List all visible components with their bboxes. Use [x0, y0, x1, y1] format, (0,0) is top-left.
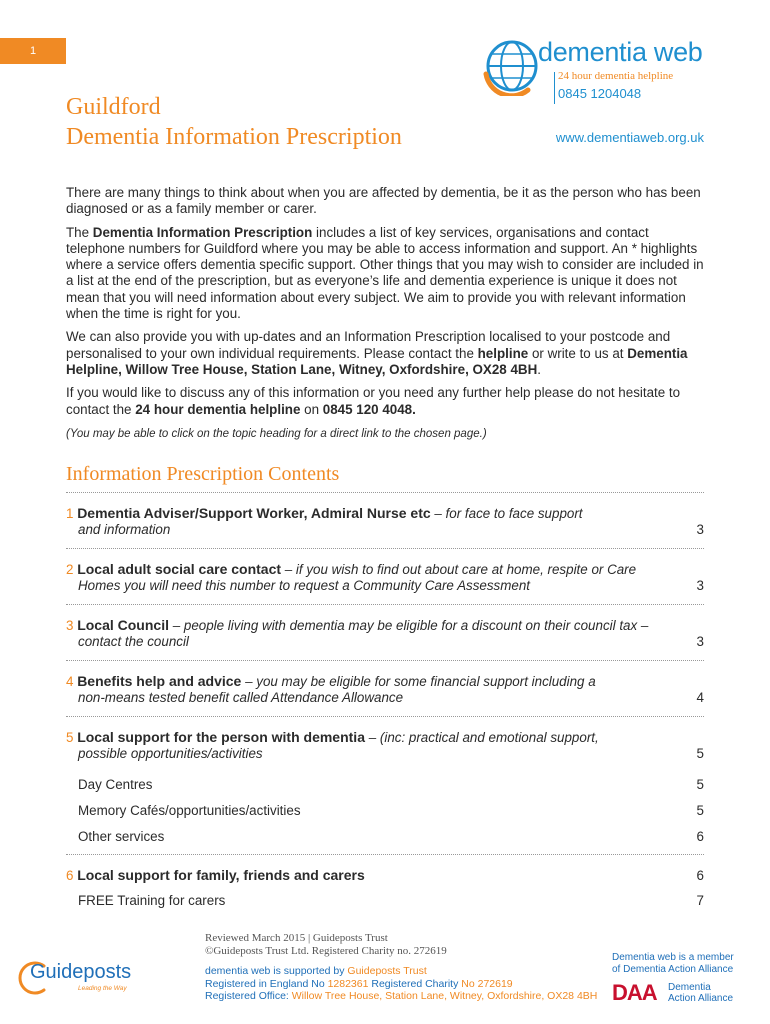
entry-page: 3 — [696, 522, 704, 537]
title-line-1: Guildford — [66, 94, 161, 120]
entry-page: 4 — [696, 690, 704, 705]
entry-description: – people living with dementia may be eligible for a discount on their council tax – — [168, 618, 649, 633]
website-link[interactable]: www.dementiaweb.org.uk — [555, 130, 704, 145]
entry-heading[interactable]: Local Council — [77, 617, 169, 633]
intro-paragraph-1: There are many things to think about when you are affected by dementia, be it as the person who has been diagnosed or as a family member or carer. — [66, 185, 701, 217]
sub-entry-other-services[interactable] — [66, 824, 704, 850]
click-note: (You may be able to click on the topic heading for a direct link to the chosen page.) — [66, 427, 487, 440]
entry-page: 5 — [696, 746, 704, 761]
sub-entry-day-centres[interactable] — [66, 772, 704, 798]
sub-entry-page: 5 — [696, 803, 704, 818]
sub-entry-free-training[interactable] — [66, 888, 704, 914]
entry-description: – if you wish to find out about care at home, respite or Care — [281, 562, 637, 577]
entry-heading[interactable]: Dementia Adviser/Support Worker, Admiral Nurse etc — [77, 505, 431, 521]
page-number-tab — [0, 38, 66, 64]
entry-description: – you may be eligible for some financial support including a — [241, 674, 596, 689]
page-title — [66, 92, 402, 152]
entry-page: 3 — [696, 634, 704, 649]
footer-copyright: ©Guideposts Trust Ltd. Registered Charity no. 272619 — [205, 944, 447, 957]
intro-paragraph-2: The Dementia Information Prescription includes a list of key services, organisations and contact telephone numbers for Guildford where you may be able to access information and support. An * highlights where a service offers dementia specific support. Other things that you may wish to consider are included in a list at the end of the prescription, but as everyone’s life and dementia experience is unique it does not mean that you will need information about every subject. We aim to provide you with relevant information when the time is right for you. — [66, 224, 704, 322]
globe-icon — [482, 36, 542, 96]
entry-description: – (inc: practical and emotional support, — [365, 730, 599, 745]
footer — [205, 932, 597, 1003]
sub-entry-memory-cafes[interactable] — [66, 798, 704, 824]
contents-entry-4[interactable] — [66, 661, 704, 716]
sub-entry-label: Other services — [78, 829, 165, 844]
contents-entry-6[interactable] — [66, 855, 704, 888]
entry-number: 4 — [66, 674, 74, 689]
sub-entry-page: 5 — [696, 777, 704, 792]
sub-entry-page: 6 — [696, 829, 704, 844]
intro-paragraph-3: We can also provide you with up-dates and an Information Prescription localised to your postcode and personalised to your own individual requirements. Please contact the helpline or write to us at Dementia Helpline, Willow Tree House, Station Lane, Witney, Oxfordshire, OX28 4BH. — [66, 329, 688, 377]
entry-number: 2 — [66, 562, 74, 577]
entry-description: – for face to face support — [430, 506, 583, 521]
contents-entry-5[interactable] — [66, 717, 704, 772]
entry-page: 3 — [696, 578, 704, 593]
entry-page: 6 — [696, 868, 704, 883]
contents-entry-2[interactable] — [66, 549, 704, 604]
daa-member-note: Dementia web is a member of Dementia Action Alliance — [612, 952, 734, 975]
sub-entry-label: Memory Cafés/opportunities/activities — [78, 803, 301, 818]
entry-description-cont: non-means tested benefit called Attendance Allowance — [78, 690, 404, 705]
footer-reviewed: Reviewed March 2015 | Guideposts Trust — [205, 932, 388, 944]
dementia-web-logo — [482, 36, 722, 106]
intro-paragraph-4: If you would like to discuss any of this information or you need any further help please do not hesitate to contact the 24 hour dementia helpline on 0845 120 4048. — [66, 385, 681, 417]
logo-tagline: 24 hour dementia helpline — [558, 70, 674, 82]
guideposts-tagline: Leading the Way — [78, 985, 127, 992]
logo-phone: 0845 1204048 — [558, 86, 642, 101]
footer-supported: dementia web is supported by Guideposts Trust — [205, 965, 427, 977]
entry-heading[interactable]: Local support for the person with dementia — [77, 729, 365, 745]
contents-title: Information Prescription Contents — [66, 463, 340, 485]
entry-description-cont: Homes you will need this number to request a Community Care Assessment — [78, 578, 530, 593]
entry-heading[interactable]: Local support for family, friends and carers — [77, 867, 365, 883]
entry-number: 1 — [66, 506, 74, 521]
daa-name: Dementia Action Alliance — [668, 982, 734, 1004]
title-line-2: Dementia Information Prescription — [66, 124, 402, 150]
entry-heading[interactable]: Local adult social care contact — [77, 561, 282, 577]
entry-heading[interactable]: Benefits help and advice — [77, 673, 242, 689]
contents-list — [66, 492, 704, 914]
logo-wordmark: dementia web — [538, 37, 703, 67]
logo-divider — [554, 72, 555, 104]
sub-entry-label: Day Centres — [78, 777, 153, 792]
entry-description-cont: possible opportunities/activities — [78, 746, 263, 761]
entry-number: 3 — [66, 618, 74, 633]
intro-text — [66, 185, 706, 449]
entry-description-cont: contact the council — [78, 634, 189, 649]
guideposts-wordmark: Guideposts — [30, 961, 132, 983]
guideposts-logo — [18, 960, 148, 1000]
entry-description-cont: and information — [78, 522, 171, 537]
daa-logo — [612, 980, 734, 1006]
contents-entry-3[interactable] — [66, 605, 704, 660]
entry-number: 6 — [66, 868, 74, 883]
contents-entry-1[interactable] — [66, 493, 704, 548]
daa-abbr: DAA — [612, 980, 657, 1005]
footer-office: Registered Office: Willow Tree House, Station Lane, Witney, Oxfordshire, OX28 4BH — [205, 990, 598, 1002]
sub-entry-label: FREE Training for carers — [78, 893, 226, 908]
page-number: 1 — [29, 45, 37, 57]
sub-entry-page: 7 — [696, 893, 704, 908]
footer-registered: Registered in England No 1282361 Registered Charity No 272619 — [205, 977, 513, 990]
entry-number: 5 — [66, 730, 74, 745]
